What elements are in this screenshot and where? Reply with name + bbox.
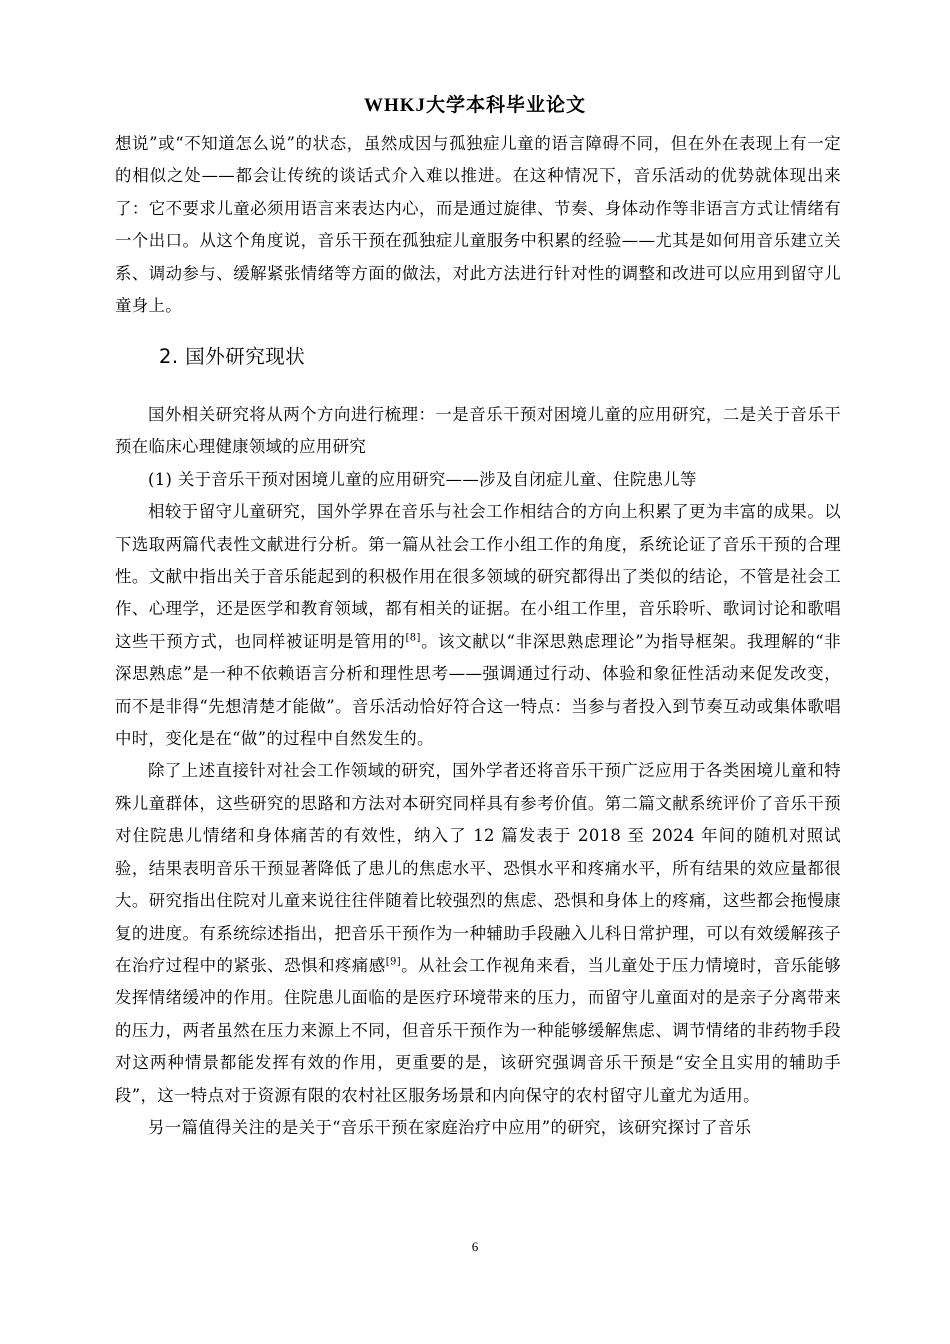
- paragraph-second-study-text-a: 除了上述直接针对社会工作领域的研究，国外学者还将音乐干预广泛应用于各类困境儿童和特殊儿童群体，这些研究的思路和方法对本研究同样具有参考价值。第二篇文献系统评价了音乐干预对住院患儿情绪和身体痛苦的有效性，纳入了 12 篇发表于 2018 至 2024 年间的随机对照试验，结果表明音乐干预显著降低了患儿的焦虑水平、恐惧水平和疼痛水平，所有结果的效应量都很大。研究指出住院对儿童来说往往伴随着比较强烈的焦虑、恐惧和身体上的疼痛，这些都会拖慢康复的进度。有系统综述指出，把音乐干预作为一种辅助手段融入儿科日常护理，可以有效缓解孩子在治疗过程中的紧张、恐惧和疼痛感: [115, 761, 841, 975]
- subheading-1: (1) 关于音乐干预对困境儿童的应用研究——涉及自闭症儿童、住院患儿等: [148, 469, 697, 489]
- paragraph-first-study: [115, 496, 841, 755]
- page-number: 6: [471, 1239, 479, 1254]
- paragraph-second-study-text-b: 。从社会工作视角来看，当儿童处于压力情境时，音乐能够发挥情绪缓冲的作用。住院患儿面临的是医疗环境带来的压力，而留守儿童面对的是亲子分离带来的压力，两者虽然在压力来源上不同，但音乐干预作为一种能够缓解焦虑、调节情绪的非药物手段对这两种情景都能发挥有效的作用，更重要的是，该研究强调音乐干预是“安全且实用的辅助手段”，这一特点对于资源有限的农村社区服务场景和内向保守的农村留守儿童尤为适用。: [115, 955, 841, 1105]
- citation-9: [9]: [385, 956, 401, 968]
- page-header: WHKJ大学本科毕业论文: [363, 95, 587, 116]
- citation-8: [8]: [405, 632, 421, 644]
- main-text-block: [115, 399, 841, 1144]
- paragraph-continued: 想说”或“不知道怎么说”的状态，虽然成因与孤独症儿童的语言障碍不同，但在外在表现上有一定的相似之处——都会让传统的谈话式介入难以推进。在这种情况下，音乐活动的优势就体现出来了：它不要求儿童必须用语言来表达内心，而是通过旋律、节奏、身体动作等非语言方式让情绪有一个出口。从这个角度说，音乐干预在孤独症儿童服务中积累的经验——尤其是如何用音乐建立关系、调动参与、缓解紧张情绪等方面的做法，对此方法进行针对性的调整和改进可以应用到留守儿童身上。: [115, 134, 841, 316]
- section-heading: 2. 国外研究现状: [159, 345, 306, 368]
- intro-paragraph: 国外相关研究将从两个方向进行梳理：一是音乐干预对困境儿童的应用研究，二是关于音乐干预在临床心理健康领域的应用研究: [115, 405, 841, 457]
- continued-paragraph-block: [115, 128, 841, 322]
- paragraph-family-therapy: 另一篇值得关注的是关于“音乐干预在家庭治疗中应用”的研究，该研究探讨了音乐: [148, 1117, 752, 1137]
- paragraph-first-study-text-b: 。该文献以“非深思熟虑理论”为指导框架。我理解的“非深思熟虑”是一种不依赖语言分析和理性思考——强调通过行动、体验和象征性活动来促发改变，而不是非得“先想清楚才能做”。音乐活动恰好符合这一特点：当参与者投入到节奏互动或集体歌唱中时，变化是在“做”的过程中自然发生的。: [115, 631, 841, 749]
- paragraph-second-study: [115, 755, 841, 1111]
- paragraph-first-study-text-a: 相较于留守儿童研究，国外学界在音乐与社会工作相结合的方向上积累了更为丰富的成果。以下选取两篇代表性文献进行分析。第一篇从社会工作小组工作的角度，系统论证了音乐干预的合理性。文献中指出关于音乐能起到的积极作用在很多领域的研究都得出了类似的结论，不管是社会工作、心理学，还是医学和教育领域，都有相关的证据。在小组工作里，音乐聆听、歌词讨论和歌唱这些干预方式，也同样被证明是管用的: [115, 502, 841, 651]
